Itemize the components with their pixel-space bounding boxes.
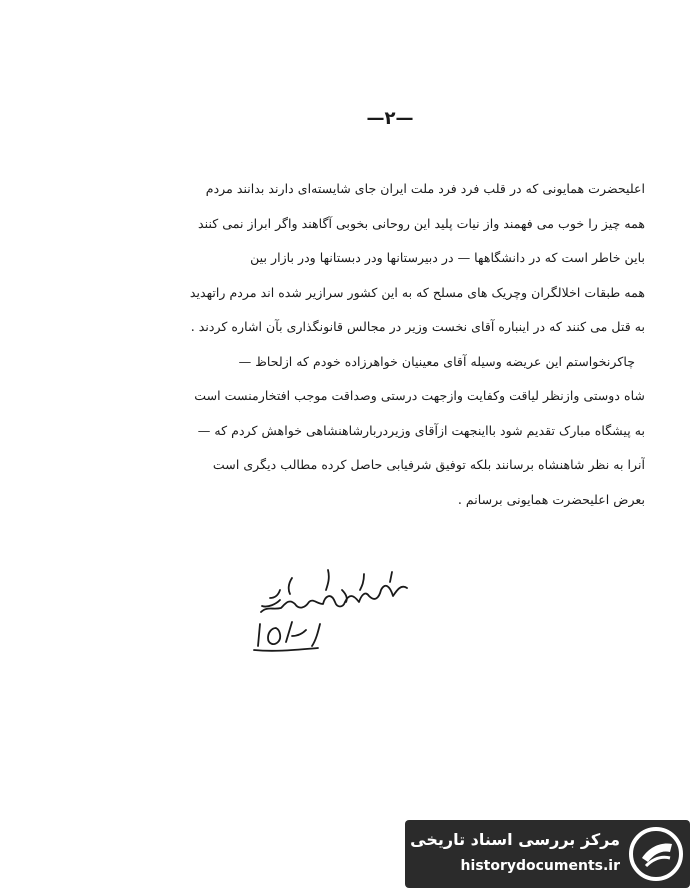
archive-watermark	[405, 820, 690, 888]
letter-line: چاکرنخواستم این عریضه وسیله آقای معینیان خواهرزاده خودم که ازلحاظ —	[238, 353, 635, 369]
letter-line: باین خاطر است که در دانشگاهها — در دبیرستانها ودر دبستانها ودر بازار بین	[250, 250, 645, 265]
letter-line: به پیشگاه مبارک تقدیم شود بااینجهت ازآقای وزیردربارشاهنشاهی خواهش کردم که —	[197, 422, 645, 438]
page-number: —٢—	[366, 108, 414, 129]
letter-body	[70, 172, 645, 517]
letter-line: همه طبقات اخلالگران وچریک های مسلح که به این کشور سرازیر شده اند مردم راتهدید	[189, 284, 645, 300]
archive-logo-icon	[628, 826, 684, 882]
letter-line: اعلیحضرت همایونی که در قلب فرد فرد ملت ایران جای شایسته‌ای دارند بدانند مردم	[205, 181, 645, 196]
letter-line: بعرض اعلیحضرت همایونی برسانم .	[457, 491, 645, 507]
watermark-url: historydocuments.ir	[460, 858, 620, 874]
letter-line: آنرا به نظر شاهنشاه برسانند بلکه توفیق شرفیابی حاصل کرده مطالب دیگری است	[212, 457, 645, 472]
watermark-title: مرکز بررسی اسناد تاریخی	[410, 830, 620, 849]
letter-line: به قتل می کنند که در اینباره آقای نخست وزیر در مجالس قانونگذاری بآن اشاره کردند .	[190, 319, 645, 334]
letter-line: همه چیز را خوب می فهمند واز نیات پلید این روحانی بخوبی آگاهند واگر ابراز نمی کنند	[198, 215, 645, 231]
handwritten-signature	[232, 560, 412, 670]
letter-line: شاه دوستی وازنظر لیاقت وکفایت وازجهت درستی وصداقت موجب افتخارمنست است	[194, 388, 645, 403]
